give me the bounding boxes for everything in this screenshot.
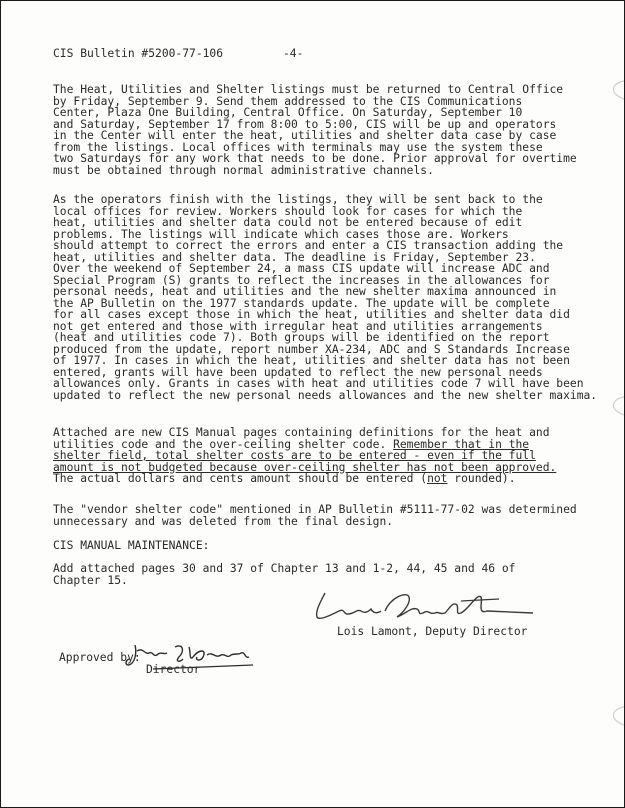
text-line: for all cases except those in which the heat, utilities and shelter data did — [53, 308, 570, 321]
text-run: The actual dollars and cents amount should be entered ( — [53, 472, 428, 485]
text-line: allowances only. Grants in cases with heat and utilities code 7 will have been — [53, 377, 584, 390]
text-line: heat, utilities and shelter data could not be entered because of edit — [53, 216, 523, 229]
text-line: from the listings. Local offices with terminals may use the system these — [53, 140, 543, 154]
text-line: must be obtained through normal administrative channels. — [53, 163, 434, 177]
text-line: local offices for review. Workers should look for cases for which the — [53, 204, 523, 218]
paragraph-listings-return — [53, 83, 577, 177]
text-line: the AP Bulletin on the 1977 standards update. The update will be complete — [53, 296, 550, 310]
underlined-text: amount is not budgeted because over-ceiling shelter has not been approved. — [53, 460, 557, 474]
text-line: of 1977. In cases in which the heat, utilities and shelter data has not been — [53, 354, 570, 367]
text-line: produced from the update, report number XA-234, ADC and S Standards Increase — [53, 342, 570, 356]
text-line: Special Program (S) grants to reflect the increases in the allowances for — [53, 273, 550, 287]
page-number: -4- — [283, 47, 304, 60]
text-line: Chapter 15. — [53, 573, 128, 587]
underlined-text: shelter field, total shelter costs are to be entered - even if the full — [53, 449, 536, 462]
text-line: and Saturday, September 17 from 8:00 to 5:00, CIS will be up and operators — [53, 117, 557, 131]
punch-hole-mark — [600, 395, 624, 417]
text-line: Add attached pages 30 and 37 of Chapter 13 and 1-2, 44, 45 and 46 of — [53, 562, 516, 575]
text-line: not get entered and those with irregular heat and utilities arrangements — [53, 319, 543, 333]
text-run: rounded). — [447, 472, 516, 485]
text-line: by Friday, September 9. Send them addressed to the CIS Communications — [53, 94, 523, 108]
text-line: updated to reflect the new personal needs allowances and the new shelter maxima. — [53, 388, 598, 402]
text-run: utilities code and the over-ceiling shelter code. — [53, 437, 394, 451]
text-line: two Saturdays for any work that needs to be done. Prior approval for overtime — [53, 152, 577, 165]
page-header — [53, 47, 304, 60]
deputy-director-signature — [311, 587, 541, 625]
underlined-text: Remember that in the — [393, 437, 530, 451]
text-line: Over the weekend of September 24, a mass CIS update will increase ADC and — [53, 262, 550, 275]
text-line: Center, Plaza One Building, Central Office. On Saturday, September 10 — [53, 106, 523, 119]
text-line: entered, grants will have been updated to reflect the new personal needs — [53, 365, 543, 379]
approved-by-label: Approved by: — [59, 651, 141, 664]
text-line: (heat and utilities code 7). Both groups will be identified on the report — [53, 331, 550, 344]
section-heading — [53, 540, 573, 552]
signer-name-title: Lois Lamont, Deputy Director — [337, 625, 528, 638]
text-line: personal needs, heat and utilities and the new shelter maxima announced in — [53, 285, 557, 298]
text-line: heat, utilities and shelter data. The deadline is Friday, September 23. — [53, 250, 536, 264]
text-line — [53, 473, 573, 485]
punch-hole-mark — [600, 79, 624, 101]
punch-hole-mark — [600, 705, 624, 727]
paragraph-operators-review — [53, 193, 598, 402]
text-line: The Heat, Utilities and Shelter listings must be returned to Central Office — [53, 83, 564, 96]
paragraph-manual-maintenance — [53, 563, 573, 586]
heading-text: CIS MANUAL MAINTENANCE: — [53, 539, 210, 552]
text-line: in the Center will enter the heat, utilities and shelter data case by case — [53, 129, 557, 142]
text-line: unnecessary and was deleted from the final design. — [53, 514, 394, 528]
text-line: Attached are new CIS Manual pages containing definitions for the heat and — [53, 426, 550, 439]
text-line: As the operators finish with the listings, they will be sent back to the — [53, 193, 543, 206]
paragraph-vendor-shelter-code — [53, 503, 577, 528]
text-line: The "vendor shelter code" mentioned in AP Bulletin #5111-77-02 was determined — [53, 503, 577, 516]
underlined-text: not — [427, 472, 448, 485]
text-line: problems. The listings will indicate which cases those are. Workers — [53, 227, 509, 241]
text-line: should attempt to correct the errors and enter a CIS transaction adding the — [53, 239, 564, 252]
bulletin-reference: CIS Bulletin #5200-77-106 — [53, 47, 224, 60]
director-title: Director — [146, 663, 201, 676]
paragraph-manual-pages — [53, 427, 573, 485]
